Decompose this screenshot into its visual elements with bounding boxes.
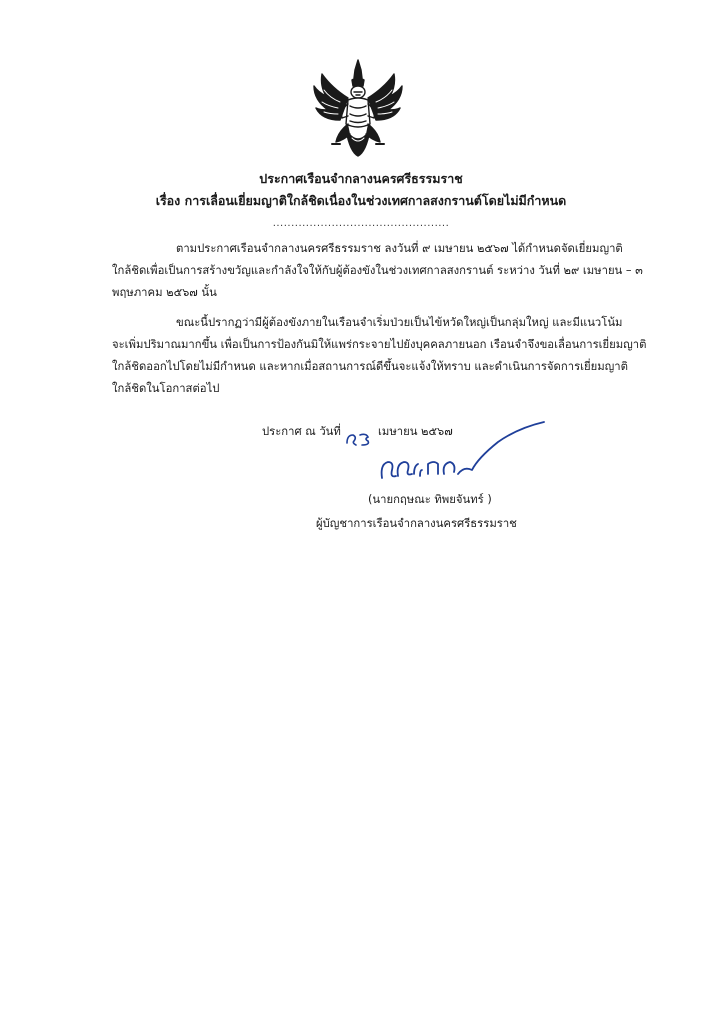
- paragraph-2-line: ใกล้ชิดออกไปโดยไม่มีกำหนด และหากเมื่อสถานการณ์ดีขึ้นจะแจ้งให้ทราบ และดำเนินการจัดการเยี่ยมญาติ: [112, 360, 628, 373]
- signer-name: (นายกฤษณะ ทิพยจันทร์ ): [368, 493, 492, 506]
- paragraph-1-line: พฤษภาคม ๒๕๖๗ นั้น: [112, 286, 217, 299]
- garuda-emblem-icon: [310, 58, 406, 158]
- paragraph-1: [112, 238, 650, 304]
- paragraph-1-line: ตามประกาศเรือนจำกลางนครศรีธรรมราช ลงวันที่ ๙ เมษายน ๒๕๖๗ ได้กำหนดจัดเยี่ยมญาติ: [176, 242, 623, 255]
- signer-position: ผู้บัญชาการเรือนจำกลางนครศรีธรรมราช: [316, 517, 517, 530]
- paragraph-2-line: จะเพิ่มปริมาณมากขึ้น เพื่อเป็นการป้องกันมิให้แพร่กระจายไปยังบุคคลภายนอก เรือนจำจึงขอเลื่อนการเยี่ยมญาติ: [112, 338, 647, 351]
- announcement-title: ประกาศเรือนจำกลางนครศรีธรรมราช: [259, 171, 463, 186]
- date-month-year: เมษายน ๒๕๖๗: [378, 425, 453, 438]
- paragraph-1-line: ใกล้ชิดเพื่อเป็นการสร้างขวัญและกำลังใจให้กับผู้ต้องขังในช่วงเทศกาลสงกรานต์ ระหว่าง วันที่ ๒๙ เมษายน – ๓: [112, 264, 643, 277]
- paragraph-2-line: ขณะนี้ปรากฏว่ามีผู้ต้องขังภายในเรือนจำเริ่มป่วยเป็นไข้หวัดใหญ่เป็นกลุ่มใหญ่ และมีแนวโน้ม: [176, 316, 623, 329]
- paragraph-2: [112, 312, 650, 400]
- title-separator: ................................................: [272, 218, 450, 229]
- announcement-subject: เรื่อง การเลื่อนเยี่ยมญาติใกล้ชิดเนื่องในช่วงเทศกาลสงกรานต์โดยไม่มีกำหนด: [155, 193, 567, 208]
- handwritten-signature: [368, 418, 558, 490]
- paragraph-2-line: ใกล้ชิดในโอกาสต่อไป: [112, 382, 220, 395]
- date-prefix: ประกาศ ณ วันที่: [262, 425, 341, 438]
